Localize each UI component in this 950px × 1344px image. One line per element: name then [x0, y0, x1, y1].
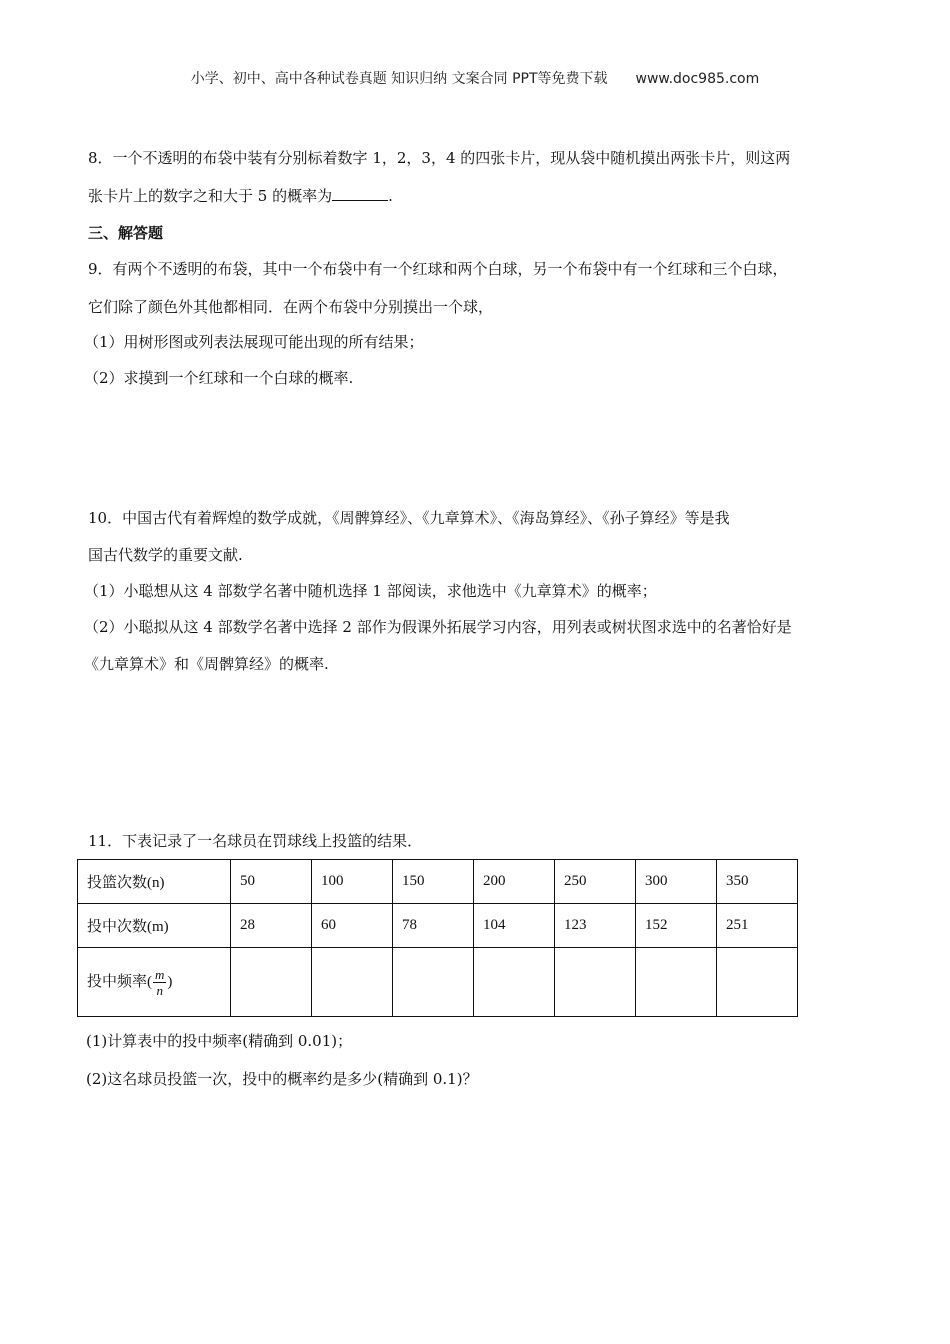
table-row — [78, 948, 798, 1017]
table-cell: 152 — [636, 904, 717, 948]
q9-part1: （1）用树形图或列表法展现可能出现的所有结果； — [84, 333, 424, 351]
page-header — [0, 68, 950, 88]
table-cell: 104 — [474, 904, 555, 948]
fraction-denominator: n — [156, 982, 163, 998]
section-title: 三、解答题 — [88, 224, 164, 242]
q10-part2-line2: 《九章算术》和《周髀算经》的概率. — [84, 655, 329, 673]
q8-line1: 8．一个不透明的布袋中装有分别标着数字 1，2，3，4 的四张卡片，现从袋中随机摸出两张卡片，则这两 — [88, 149, 791, 167]
header-site-link[interactable]: www.doc985.com — [635, 71, 760, 87]
results-table — [77, 859, 798, 1017]
q10-line1: 10．中国古代有着辉煌的数学成就，《周髀算经》、《九章算术》、《海岛算经》、《孙子算经》等是我 — [88, 509, 730, 527]
q10-line2: 国古代数学的重要文献. — [88, 546, 243, 564]
table-cell: 150 — [393, 860, 474, 904]
empty-answer-cell — [393, 948, 474, 1017]
row-label-frequency — [78, 948, 231, 1017]
row-label-shots: 投篮次数(n) — [78, 860, 231, 904]
table-cell: 60 — [312, 904, 393, 948]
q9-line1: 9．有两个不透明的布袋，其中一个布袋中有一个红球和两个白球，另一个布袋中有一个红球和三个白球， — [88, 260, 788, 278]
empty-answer-cell — [636, 948, 717, 1017]
table-cell: 28 — [231, 904, 312, 948]
frequency-label-suffix: ) — [167, 973, 173, 990]
table-cell: 78 — [393, 904, 474, 948]
table-row — [78, 904, 798, 948]
empty-answer-cell — [474, 948, 555, 1017]
q10-part1: （1）小聪想从这 4 部数学名著中随机选择 1 部阅读，求他选中《九章算术》的概率； — [84, 582, 657, 600]
table-cell: 300 — [636, 860, 717, 904]
row-label-made: 投中次数(m) — [78, 904, 231, 948]
q8-line2 — [88, 185, 393, 206]
q10-part2-line1: （2）小聪拟从这 4 部数学名著中选择 2 部作为假课外拓展学习内容，用列表或树状图求选中的名著恰好是 — [84, 618, 792, 636]
q11-intro: 11．下表记录了一名球员在罚球线上投篮的结果． — [88, 832, 423, 850]
q9-line2: 它们除了颜色外其他都相同．在两个布袋中分别摸出一个球， — [88, 298, 494, 316]
table-cell: 50 — [231, 860, 312, 904]
table-cell: 350 — [717, 860, 798, 904]
table-cell: 100 — [312, 860, 393, 904]
empty-answer-cell — [312, 948, 393, 1017]
q8-line2-text: 张卡片上的数字之和大于 5 的概率为 — [88, 187, 333, 205]
table-cell: 250 — [555, 860, 636, 904]
table-row — [78, 860, 798, 904]
fraction-numerator: m — [155, 966, 165, 982]
table-cell: 251 — [717, 904, 798, 948]
empty-answer-cell — [717, 948, 798, 1017]
table-cell: 200 — [474, 860, 555, 904]
header-text: 小学、初中、高中各种试卷真题 知识归纳 文案合同 PPT等免费下载 — [190, 71, 608, 87]
q8-line2-end: . — [388, 187, 393, 205]
fraction-m-over-n — [153, 967, 166, 998]
answer-blank — [332, 186, 388, 201]
table-cell: 123 — [555, 904, 636, 948]
frequency-label-prefix: 投中频率( — [87, 973, 152, 990]
q11-part2: (2)这名球员投篮一次，投中的概率约是多少(精确到 0.1)？ — [86, 1070, 478, 1088]
empty-answer-cell — [555, 948, 636, 1017]
q9-part2: （2）求摸到一个红球和一个白球的概率. — [84, 369, 354, 387]
q11-part1: (1)计算表中的投中频率(精确到 0.01)； — [86, 1032, 353, 1050]
empty-answer-cell — [231, 948, 312, 1017]
